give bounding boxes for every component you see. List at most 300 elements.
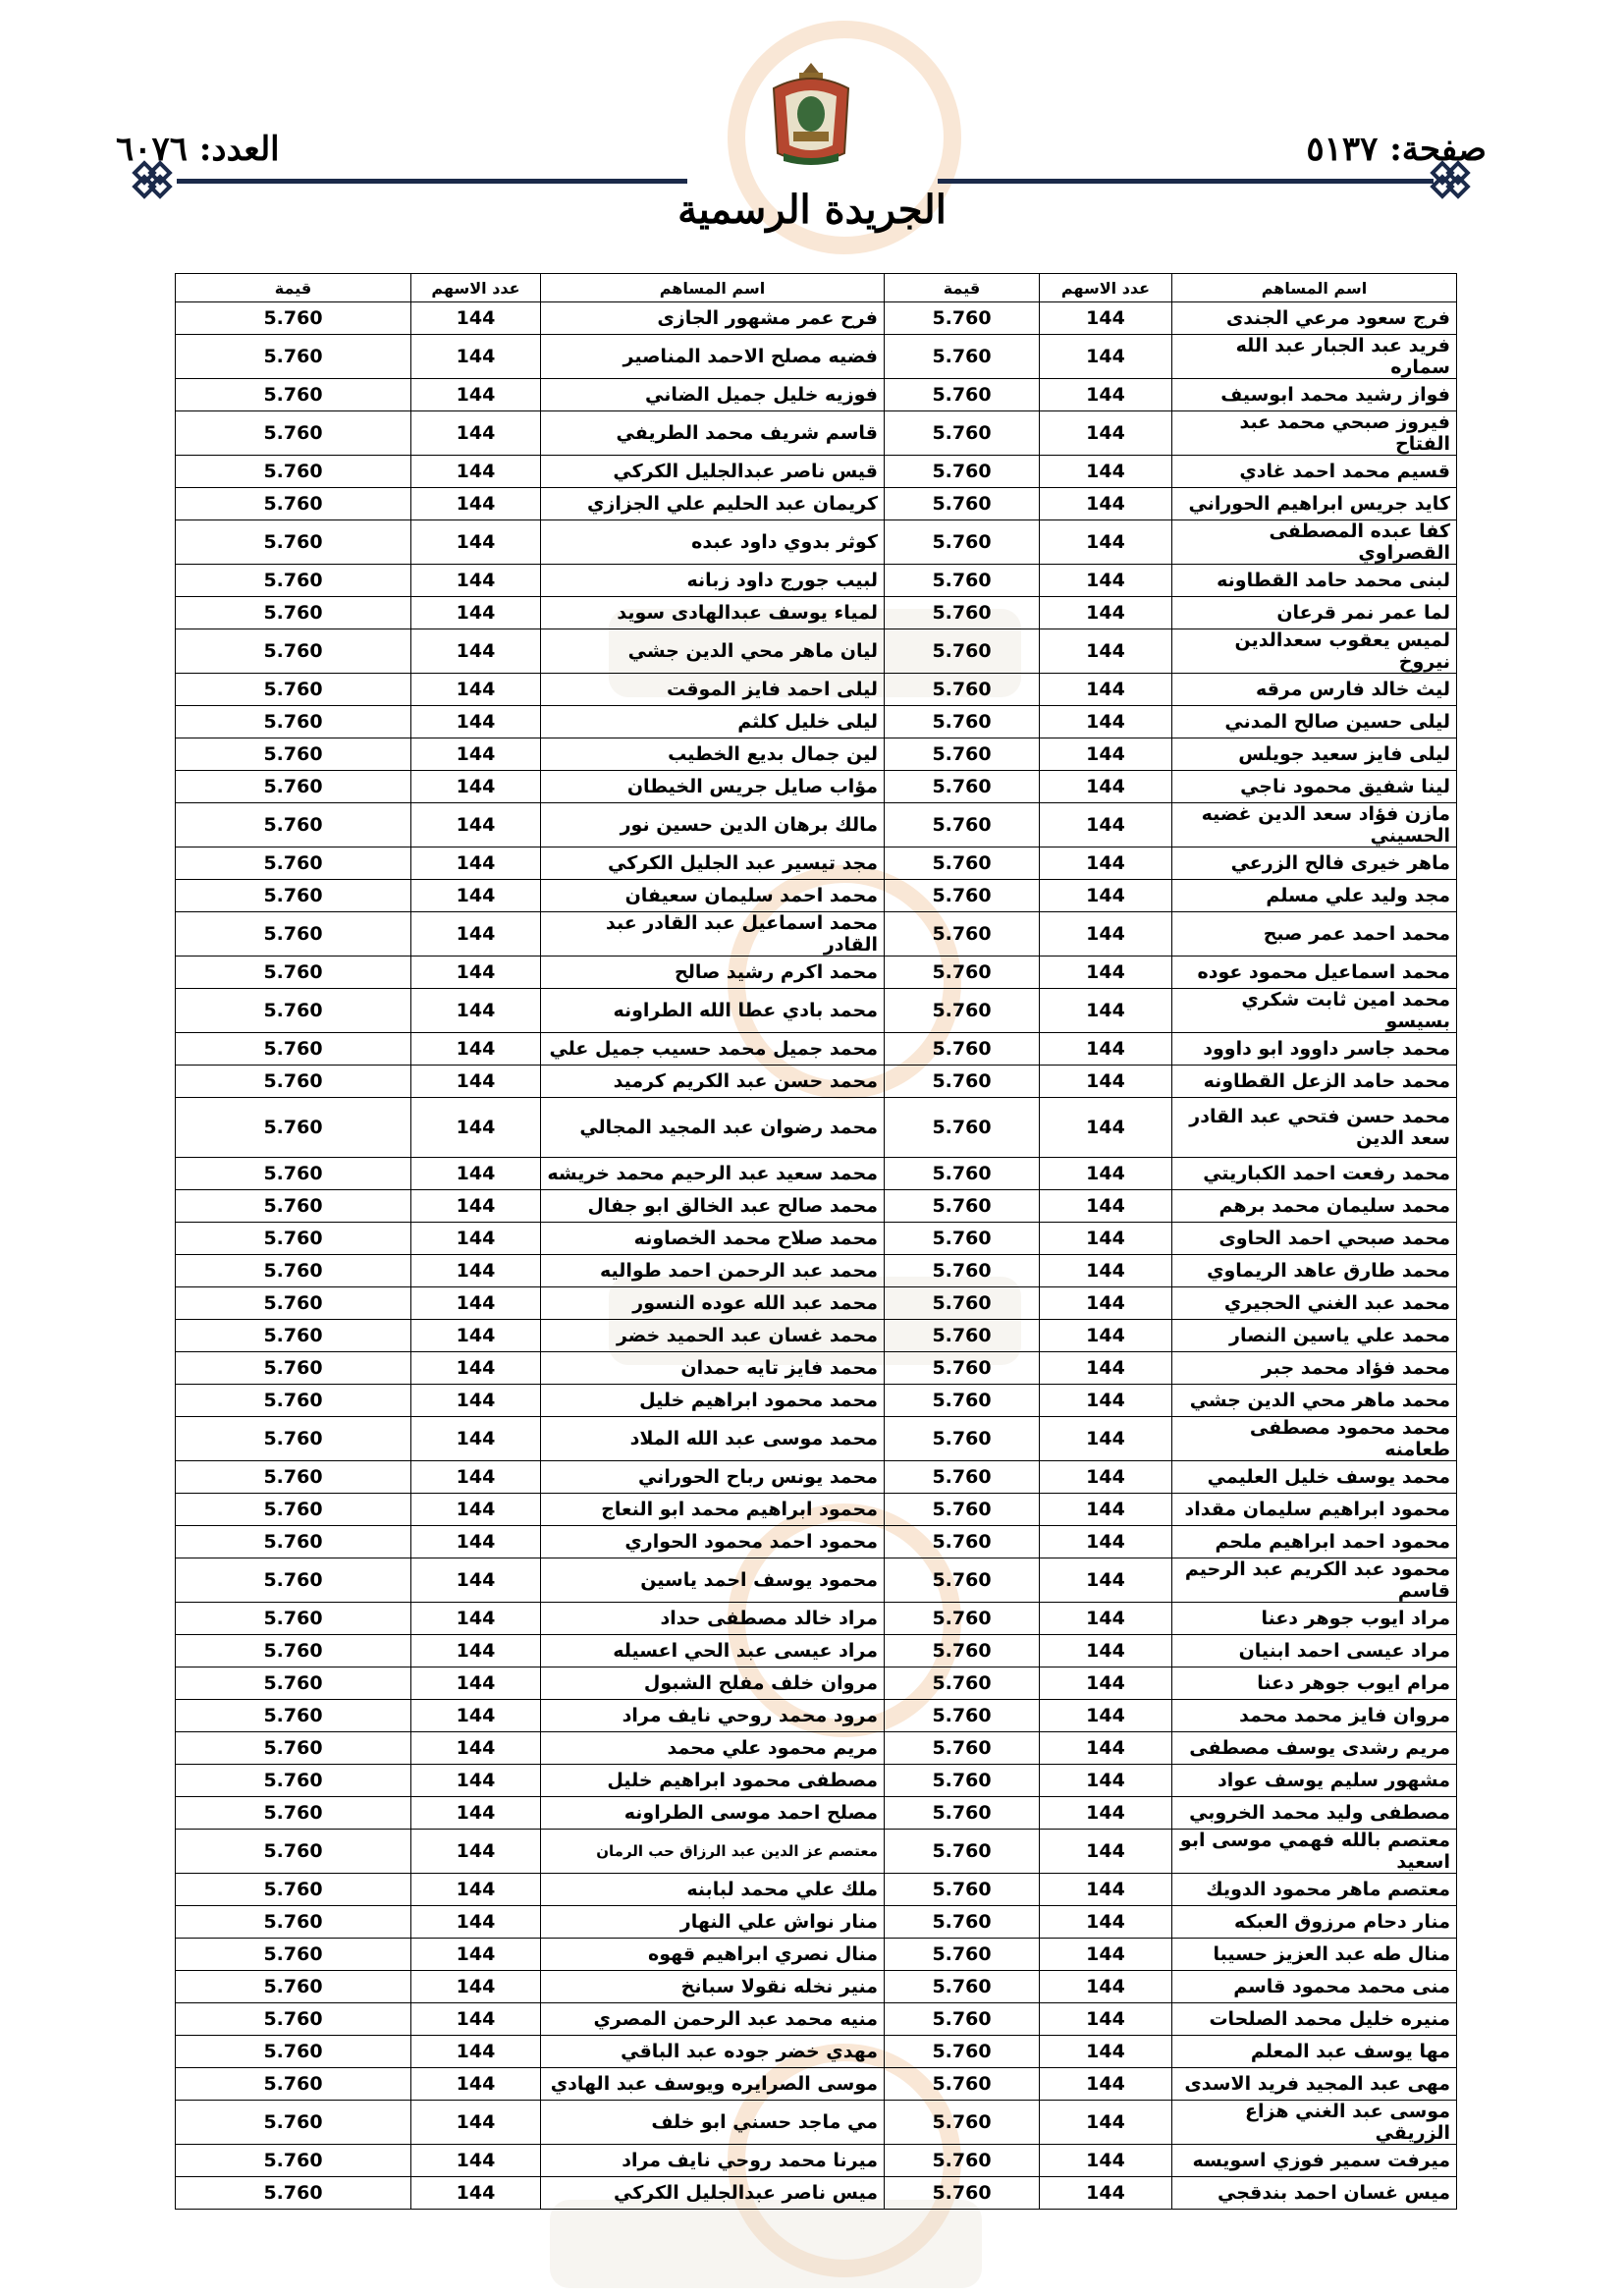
share-value: 5.760	[176, 1417, 411, 1461]
table-row	[176, 1417, 1457, 1461]
shareholder-name: محمد رفعت احمد الكباريتي	[1172, 1158, 1457, 1190]
share-value: 5.760	[176, 1190, 411, 1223]
share-count: 144	[411, 520, 541, 565]
shareholder-name: ماهر خيرى فالح الزرعي	[1172, 847, 1457, 880]
share-value: 5.760	[176, 379, 411, 411]
column-header-value: قيمة	[176, 274, 411, 302]
share-count: 144	[1040, 1874, 1172, 1906]
table-row	[176, 1385, 1457, 1417]
table-row	[176, 880, 1457, 912]
share-value: 5.760	[176, 880, 411, 912]
share-value: 5.760	[885, 2068, 1040, 2101]
share-count: 144	[1040, 1830, 1172, 1874]
table-row	[176, 1700, 1457, 1732]
share-count: 144	[411, 1874, 541, 1906]
shareholder-name: محمد اسماعيل محمود عوده	[1172, 957, 1457, 989]
share-value: 5.760	[176, 1939, 411, 1971]
share-count: 144	[411, 989, 541, 1033]
share-count: 144	[1040, 771, 1172, 803]
shareholder-name: مراد خالد مصطفى حداد	[541, 1603, 885, 1635]
share-count: 144	[411, 957, 541, 989]
table-row	[176, 1765, 1457, 1797]
shareholder-name: محمود عبد الكريم عبد الرحيم قاسم	[1172, 1558, 1457, 1603]
shareholder-name: محمد يونس رباح الحوراني	[541, 1461, 885, 1494]
shareholder-name: ميرفت سمير فوزي اسويسه	[1172, 2145, 1457, 2177]
table-row	[176, 1461, 1457, 1494]
share-count: 144	[411, 1190, 541, 1223]
shareholder-name: فيروز صبحي محمد عبد الفتاح	[1172, 411, 1457, 456]
table-row	[176, 847, 1457, 880]
share-count: 144	[1040, 1603, 1172, 1635]
shareholder-name: محمد موسى عبد الله الملاد	[541, 1417, 885, 1461]
share-value: 5.760	[885, 1320, 1040, 1352]
share-count: 144	[1040, 1461, 1172, 1494]
share-value: 5.760	[176, 1352, 411, 1385]
share-count: 144	[1040, 880, 1172, 912]
share-count: 144	[411, 2101, 541, 2145]
shareholder-name: مريم محمود علي محمد	[541, 1732, 885, 1765]
share-value: 5.760	[176, 488, 411, 520]
shareholders-table	[175, 273, 1457, 2210]
share-count: 144	[411, 1352, 541, 1385]
share-count: 144	[411, 456, 541, 488]
gazette-title: الجريدة الرسمية	[677, 187, 947, 233]
shareholder-name: منيه محمد عبد الرحمن المصري	[541, 2003, 885, 2036]
share-count: 144	[411, 1098, 541, 1158]
table-row	[176, 2177, 1457, 2210]
share-count: 144	[411, 880, 541, 912]
table-row	[176, 1797, 1457, 1830]
shareholder-name: محمود ابراهيم محمد ابو النعاج	[541, 1494, 885, 1526]
share-value: 5.760	[176, 989, 411, 1033]
table-row	[176, 488, 1457, 520]
share-count: 144	[1040, 1352, 1172, 1385]
shareholder-name: لمياء يوسف عبدالهادى سويد	[541, 597, 885, 629]
share-count: 144	[411, 1385, 541, 1417]
share-value: 5.760	[176, 738, 411, 771]
shareholder-name: محمد طارق عاهد الريماوي	[1172, 1255, 1457, 1287]
table-row	[176, 771, 1457, 803]
share-count: 144	[1040, 1223, 1172, 1255]
share-count: 144	[411, 1906, 541, 1939]
table-row	[176, 1223, 1457, 1255]
share-count: 144	[1040, 674, 1172, 706]
shareholder-name: ميس غسان احمد بندقجي	[1172, 2177, 1457, 2210]
share-value: 5.760	[885, 565, 1040, 597]
shareholder-name: فوزيه خليل جميل الضاني	[541, 379, 885, 411]
share-count: 144	[411, 379, 541, 411]
share-value: 5.760	[176, 957, 411, 989]
table-row	[176, 2003, 1457, 2036]
share-count: 144	[1040, 2101, 1172, 2145]
share-count: 144	[411, 1417, 541, 1461]
shareholder-name: مريم رشدى يوسف مصطفى	[1172, 1732, 1457, 1765]
share-value: 5.760	[885, 706, 1040, 738]
share-value: 5.760	[885, 1033, 1040, 1066]
table-row	[176, 2036, 1457, 2068]
share-count: 144	[1040, 957, 1172, 989]
table-row	[176, 1287, 1457, 1320]
share-count: 144	[1040, 2068, 1172, 2101]
shareholder-name: محمد محمود ابراهيم خليل	[541, 1385, 885, 1417]
column-header-value: قيمة	[885, 274, 1040, 302]
shareholder-name: فضيه مصلح الاحمد المناصير	[541, 335, 885, 379]
shareholder-name: مصطفى وليد محمد الخروبي	[1172, 1797, 1457, 1830]
share-value: 5.760	[885, 1223, 1040, 1255]
shareholder-name: محمد يوسف خليل العليمي	[1172, 1461, 1457, 1494]
shareholder-name: ليان ماهر محي الدين جشي	[541, 629, 885, 674]
table-row	[176, 674, 1457, 706]
share-value: 5.760	[885, 1700, 1040, 1732]
shareholder-name: لما عمر نمر قرعان	[1172, 597, 1457, 629]
shareholder-name: ليلى فايز سعيد جويلس	[1172, 738, 1457, 771]
shareholder-name: ليث خالد فارس مرقه	[1172, 674, 1457, 706]
table-row	[176, 1732, 1457, 1765]
share-count: 144	[411, 488, 541, 520]
shareholder-name: محمود احمد ابراهيم ملحم	[1172, 1526, 1457, 1558]
share-count: 144	[411, 1223, 541, 1255]
share-value: 5.760	[176, 1033, 411, 1066]
share-value: 5.760	[885, 2003, 1040, 2036]
share-value: 5.760	[885, 1526, 1040, 1558]
shareholder-name: لين جمال بديع الخطيب	[541, 738, 885, 771]
share-value: 5.760	[176, 2177, 411, 2210]
share-count: 144	[411, 1320, 541, 1352]
shareholder-name: محمد غسان عبد الحميد خضر	[541, 1320, 885, 1352]
shareholder-name: ليلى احمد فايز الموقت	[541, 674, 885, 706]
table-row	[176, 2145, 1457, 2177]
shareholder-name: محمد بادي عطا الله الطراونه	[541, 989, 885, 1033]
shareholder-name: مصلح احمد موسى الطراونه	[541, 1797, 885, 1830]
share-value: 5.760	[176, 456, 411, 488]
shareholder-name: محمد سعيد عبد الرحيم محمد خريشه	[541, 1158, 885, 1190]
share-value: 5.760	[176, 629, 411, 674]
share-count: 144	[1040, 1033, 1172, 1066]
table-row	[176, 1033, 1457, 1066]
share-count: 144	[411, 1603, 541, 1635]
share-value: 5.760	[885, 880, 1040, 912]
shareholder-name: مراد ايوب جوهر دعنا	[1172, 1603, 1457, 1635]
table-row	[176, 1494, 1457, 1526]
table-row	[176, 738, 1457, 771]
share-value: 5.760	[885, 1939, 1040, 1971]
share-value: 5.760	[176, 2101, 411, 2145]
share-value: 5.760	[176, 565, 411, 597]
shareholder-name: مروان فايز محمد محمد	[1172, 1700, 1457, 1732]
table-row	[176, 1939, 1457, 1971]
shareholder-name: محمد فؤاد محمد جبر	[1172, 1352, 1457, 1385]
share-value: 5.760	[885, 411, 1040, 456]
share-value: 5.760	[176, 803, 411, 847]
share-count: 144	[411, 2177, 541, 2210]
share-value: 5.760	[885, 1830, 1040, 1874]
share-count: 144	[411, 1732, 541, 1765]
share-value: 5.760	[176, 1906, 411, 1939]
share-count: 144	[411, 1667, 541, 1700]
share-count: 144	[411, 771, 541, 803]
share-count: 144	[1040, 520, 1172, 565]
share-value: 5.760	[176, 1971, 411, 2003]
shareholder-name: مروان خلف مفلح الشبول	[541, 1667, 885, 1700]
share-value: 5.760	[885, 520, 1040, 565]
table-row	[176, 597, 1457, 629]
share-count: 144	[1040, 456, 1172, 488]
table-row	[176, 803, 1457, 847]
share-value: 5.760	[885, 912, 1040, 957]
share-value: 5.760	[176, 1287, 411, 1320]
shareholder-name: مالك برهان الدين حسين نور	[541, 803, 885, 847]
shareholder-name: مجد وليد علي مسلم	[1172, 880, 1457, 912]
table-row	[176, 379, 1457, 411]
shareholder-name: محمد حسن عبد الكريم كرميد	[541, 1066, 885, 1098]
shareholder-name: مراد عيسى عبد الحي اعسيله	[541, 1635, 885, 1667]
share-value: 5.760	[176, 411, 411, 456]
share-count: 144	[411, 1558, 541, 1603]
page-header	[0, 0, 1624, 265]
table-row	[176, 629, 1457, 674]
table-row	[176, 1635, 1457, 1667]
shareholder-name: ليلى حسين صالح المدني	[1172, 706, 1457, 738]
shareholder-name: قسيم محمد احمد غادي	[1172, 456, 1457, 488]
share-count: 144	[1040, 2003, 1172, 2036]
shareholder-name: محمد اكرم رشيد صالح	[541, 957, 885, 989]
share-value: 5.760	[176, 1765, 411, 1797]
table-row	[176, 2101, 1457, 2145]
share-value: 5.760	[885, 1797, 1040, 1830]
share-value: 5.760	[176, 1320, 411, 1352]
share-value: 5.760	[176, 1558, 411, 1603]
share-count: 144	[411, 629, 541, 674]
share-count: 144	[411, 847, 541, 880]
share-count: 144	[1040, 1190, 1172, 1223]
share-value: 5.760	[885, 2177, 1040, 2210]
share-count: 144	[1040, 738, 1172, 771]
shareholder-name: منير نخله نقولا سبانخ	[541, 1971, 885, 2003]
share-count: 144	[411, 1526, 541, 1558]
share-count: 144	[1040, 379, 1172, 411]
table-row	[176, 912, 1457, 957]
share-count: 144	[411, 2145, 541, 2177]
share-count: 144	[411, 302, 541, 335]
shareholder-name: مي ماجد حسني ابو خلف	[541, 2101, 885, 2145]
shareholder-name: كوثر بدوي داود عبده	[541, 520, 885, 565]
share-value: 5.760	[885, 738, 1040, 771]
share-count: 144	[1040, 1558, 1172, 1603]
share-value: 5.760	[885, 1667, 1040, 1700]
share-value: 5.760	[885, 1635, 1040, 1667]
table-row	[176, 989, 1457, 1033]
shareholder-name: محمد عبد الرحمن احمد طواليه	[541, 1255, 885, 1287]
share-value: 5.760	[885, 456, 1040, 488]
shareholder-name: محمد اسماعيل عبد القادر عبد القادر	[541, 912, 885, 957]
shareholder-name: كايد جريس ابراهيم الحوراني	[1172, 488, 1457, 520]
share-count: 144	[1040, 1635, 1172, 1667]
share-value: 5.760	[176, 1223, 411, 1255]
share-count: 144	[411, 597, 541, 629]
shareholder-name: مرود محمد روحي نايف مراد	[541, 1700, 885, 1732]
share-count: 144	[1040, 1971, 1172, 2003]
shareholder-name: فريد عبد الجبار عبد الله سماره	[1172, 335, 1457, 379]
table-row	[176, 456, 1457, 488]
share-count: 144	[1040, 1098, 1172, 1158]
share-value: 5.760	[176, 706, 411, 738]
share-value: 5.760	[885, 1190, 1040, 1223]
share-value: 5.760	[176, 2145, 411, 2177]
share-count: 144	[1040, 1287, 1172, 1320]
share-value: 5.760	[885, 847, 1040, 880]
shareholder-name: محمد جاسر داوود ابو داوود	[1172, 1033, 1457, 1066]
shareholder-name: قاسم شريف محمد الطريفي	[541, 411, 885, 456]
shareholder-name: محمد سليمان محمد برهم	[1172, 1190, 1457, 1223]
share-value: 5.760	[176, 912, 411, 957]
share-value: 5.760	[885, 1603, 1040, 1635]
share-value: 5.760	[885, 1558, 1040, 1603]
share-count: 144	[411, 1797, 541, 1830]
share-count: 144	[1040, 335, 1172, 379]
share-value: 5.760	[176, 1635, 411, 1667]
shareholder-name: محمد احمد سليمان سعيفان	[541, 880, 885, 912]
share-count: 144	[1040, 1939, 1172, 1971]
shareholder-name: محمد جميل محمد حسيب جميل علي	[541, 1033, 885, 1066]
shareholder-name: محمود احمد محمود الحواري	[541, 1526, 885, 1558]
share-value: 5.760	[176, 2036, 411, 2068]
shareholder-name: معتصم بالله فهمي موسى ابو اسعيد	[1172, 1830, 1457, 1874]
column-header-name: اسم المساهم	[541, 274, 885, 302]
share-count: 144	[411, 1461, 541, 1494]
share-count: 144	[411, 1287, 541, 1320]
share-value: 5.760	[885, 989, 1040, 1033]
table-row	[176, 565, 1457, 597]
shareholder-name: محمد حسن فتحي عبد القادر سعد الدين	[1172, 1098, 1457, 1158]
shareholder-name: منار دحام مرزوق العبكه	[1172, 1906, 1457, 1939]
share-count: 144	[411, 1939, 541, 1971]
table-row	[176, 1830, 1457, 1874]
share-value: 5.760	[885, 803, 1040, 847]
share-value: 5.760	[885, 771, 1040, 803]
share-count: 144	[1040, 1765, 1172, 1797]
shareholder-name: كفا عبده المصطفى القصراوي	[1172, 520, 1457, 565]
table-row	[176, 411, 1457, 456]
share-count: 144	[1040, 912, 1172, 957]
share-value: 5.760	[176, 1874, 411, 1906]
shareholder-name: مهى عبد المجيد فريد الاسدى	[1172, 2068, 1457, 2101]
shareholder-name: محمد محمود مصطفى طعامنه	[1172, 1417, 1457, 1461]
share-count: 144	[411, 2036, 541, 2068]
share-count: 144	[411, 1635, 541, 1667]
share-count: 144	[1040, 488, 1172, 520]
shareholder-name: منال نصري ابراهيم قهوه	[541, 1939, 885, 1971]
share-count: 144	[411, 803, 541, 847]
share-count: 144	[411, 1158, 541, 1190]
share-value: 5.760	[885, 597, 1040, 629]
shareholder-name: مهدي خضر جوده عبد الباقي	[541, 2036, 885, 2068]
share-value: 5.760	[176, 1385, 411, 1417]
shareholder-name: موسى الصرايره ويوسف عبد الهادي	[541, 2068, 885, 2101]
share-value: 5.760	[176, 1461, 411, 1494]
share-value: 5.760	[176, 520, 411, 565]
shareholder-name: محمد فايز تايه حمدان	[541, 1352, 885, 1385]
shareholder-name: ملك علي محمد لبابنه	[541, 1874, 885, 1906]
shareholder-name: فواز رشيد محمد ابوسيف	[1172, 379, 1457, 411]
shareholder-name: مشهور سليم يوسف عواد	[1172, 1765, 1457, 1797]
shareholder-name: لميس يعقوب سعدالدين نيروخ	[1172, 629, 1457, 674]
share-count: 144	[1040, 1385, 1172, 1417]
shareholder-name: فرج سعود مرعي الجندى	[1172, 302, 1457, 335]
share-value: 5.760	[176, 597, 411, 629]
table-body	[176, 302, 1457, 2210]
share-count: 144	[1040, 1320, 1172, 1352]
shareholder-name: مصطفى محمود ابراهيم خليل	[541, 1765, 885, 1797]
shareholder-name: موسى عبد الغني هزاع الزريقي	[1172, 2101, 1457, 2145]
shareholder-name: لبنى محمد حامد القطاونه	[1172, 565, 1457, 597]
table-row	[176, 1906, 1457, 1939]
share-value: 5.760	[885, 1098, 1040, 1158]
share-count: 144	[1040, 706, 1172, 738]
share-count: 144	[1040, 1494, 1172, 1526]
share-value: 5.760	[176, 1158, 411, 1190]
shareholder-name: معتصم ماهر محمود الدويك	[1172, 1874, 1457, 1906]
share-value: 5.760	[176, 1603, 411, 1635]
shareholder-name: محمد عبد الله عوده النسور	[541, 1287, 885, 1320]
share-count: 144	[411, 912, 541, 957]
shareholder-name: مها يوسف عبد المعلم	[1172, 2036, 1457, 2068]
share-value: 5.760	[176, 1526, 411, 1558]
shareholder-name: مراد عيسى احمد ابنيان	[1172, 1635, 1457, 1667]
share-count: 144	[1040, 597, 1172, 629]
share-count: 144	[1040, 2036, 1172, 2068]
share-value: 5.760	[885, 1417, 1040, 1461]
share-count: 144	[411, 411, 541, 456]
table-row	[176, 302, 1457, 335]
share-value: 5.760	[176, 1830, 411, 1874]
share-value: 5.760	[176, 1700, 411, 1732]
share-count: 144	[411, 674, 541, 706]
shareholder-name: محمد عبد الغني الحجيري	[1172, 1287, 1457, 1320]
share-value: 5.760	[176, 1098, 411, 1158]
share-value: 5.760	[176, 674, 411, 706]
share-value: 5.760	[176, 2003, 411, 2036]
table-header-row	[176, 274, 1457, 302]
shareholder-name: محمود ابراهيم سليمان مقداد	[1172, 1494, 1457, 1526]
share-count: 144	[411, 706, 541, 738]
share-count: 144	[411, 2003, 541, 2036]
table-row	[176, 1603, 1457, 1635]
share-value: 5.760	[885, 1906, 1040, 1939]
share-count: 144	[411, 2068, 541, 2101]
shareholder-name: منار نواش علي النهار	[541, 1906, 885, 1939]
shareholder-name: منال طه عبد العزيز حسيبا	[1172, 1939, 1457, 1971]
share-value: 5.760	[885, 1287, 1040, 1320]
shareholder-name: فرح عمر مشهور الجازى	[541, 302, 885, 335]
table-row	[176, 1558, 1457, 1603]
shareholder-name: مؤاب صايل جريس الخيطان	[541, 771, 885, 803]
column-header-shares: عدد الاسهم	[1040, 274, 1172, 302]
share-value: 5.760	[885, 1158, 1040, 1190]
share-count: 144	[411, 1255, 541, 1287]
share-count: 144	[1040, 847, 1172, 880]
share-value: 5.760	[885, 1874, 1040, 1906]
table-row	[176, 1526, 1457, 1558]
share-value: 5.760	[885, 335, 1040, 379]
share-value: 5.760	[885, 2145, 1040, 2177]
shareholder-name: منى محمد محمود قاسم	[1172, 1971, 1457, 2003]
share-count: 144	[1040, 1158, 1172, 1190]
share-value: 5.760	[885, 2036, 1040, 2068]
shareholder-name: مازن فؤاد سعد الدين غضيه الحسيني	[1172, 803, 1457, 847]
share-value: 5.760	[885, 1385, 1040, 1417]
share-value: 5.760	[885, 1765, 1040, 1797]
shareholder-name: محمد حامد الزعل القطاونه	[1172, 1066, 1457, 1098]
